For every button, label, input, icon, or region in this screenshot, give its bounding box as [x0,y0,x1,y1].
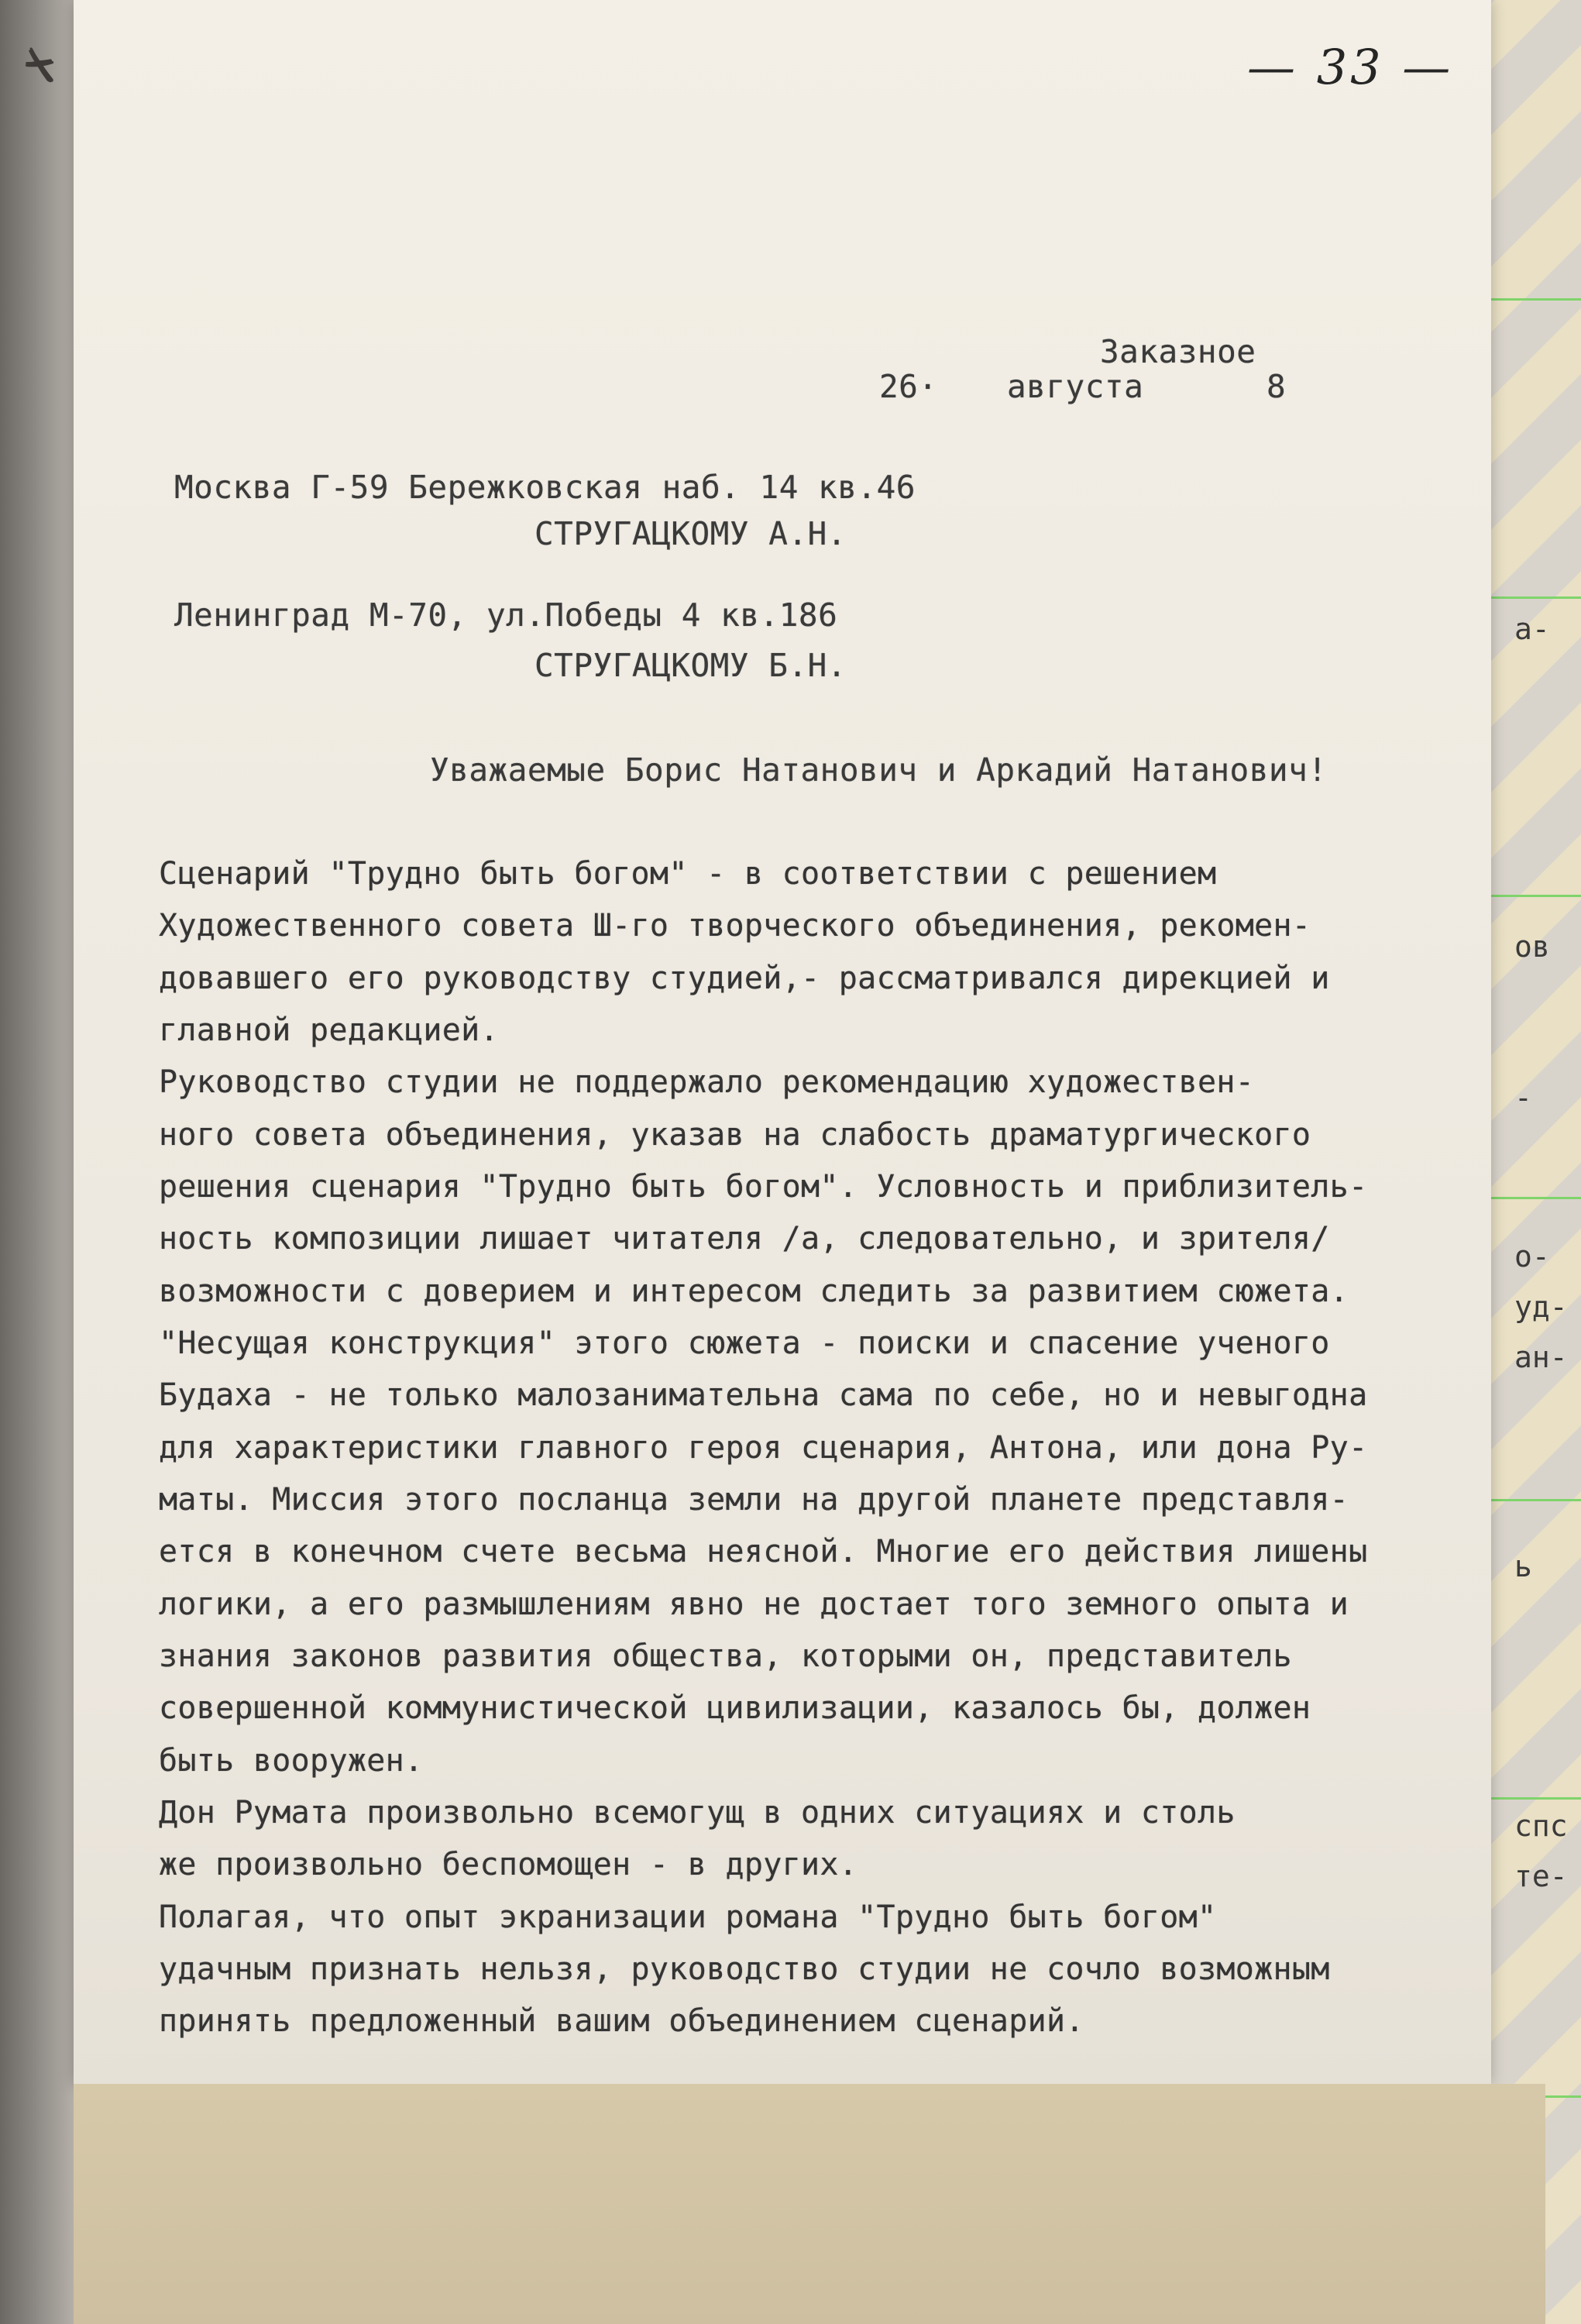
body-line: Художественного совета Ш-го творческого объединения, рекомен- [159,908,1311,944]
body-line: довавшего его руководству студией,- рассматривался дирекцией и [159,961,1330,996]
edge-fragment: уд- [1514,1290,1568,1324]
edge-fragment: а- [1514,612,1550,646]
margin-mark: ✗ [11,38,74,92]
body-line: для характеристики главного героя сценария, Антона, или дона Ру- [159,1430,1368,1466]
body-line: ного совета объединения, указав на слабость драматургического [159,1117,1311,1153]
edge-fragment: ан- [1514,1340,1568,1374]
body-line: совершенной коммунистической цивилизации, казалось бы, должен [159,1690,1311,1726]
body-line: Сценарий "Трудно быть богом" - в соответствии с решением [159,856,1217,892]
body-line: "Несущая конструкция" этого сюжета - поиски и спасение ученого [159,1325,1330,1361]
registered-mark: Заказное [1100,333,1256,370]
body-line: ется в конечном счете весьма неясной. Многие его действия лишены [159,1534,1368,1569]
body-line: принять предложенный вашим объединением сценарий. [159,2003,1084,2039]
addressee-address: Москва Г-59 Бережковская наб. 14 кв.46 [174,469,916,506]
body-line: Дон Румата произвольно всемогущ в одних ситуациях и столь [159,1795,1236,1831]
body-line: Руководство студии не поддержало рекомендацию художествен- [159,1064,1255,1100]
addressee-name: СТРУГАЦКОМУ А.Н. [534,515,847,552]
date-day: 26· [879,368,938,405]
body-line: Будаха - не только малозанимательна сама по себе, но и невыгодна [159,1377,1368,1413]
edge-fragment: те- [1514,1859,1568,1893]
body-line: возможности с доверием и интересом следить за развитием сюжета. [159,1274,1349,1309]
body-line: же произвольно беспомощен - в других. [159,1847,858,1882]
body-line: решения сценария "Трудно быть богом". Условность и приблизитель- [159,1169,1368,1205]
body-line: ность композиции лишает читателя /а, следовательно, и зрителя/ [159,1221,1330,1257]
binding-edge [0,0,74,2324]
edge-fragment: ов [1514,930,1550,964]
edge-fragment: ь [1514,1549,1532,1583]
lower-sheet [74,2084,1545,2324]
edge-fragment: спс [1514,1809,1568,1843]
body-line: главной редакцией. [159,1012,499,1048]
page-number: — 33 — [1247,39,1454,95]
date-month: августа [1007,368,1144,405]
body-line: маты. Миссия этого посланца земли на другой планете представля- [159,1482,1349,1518]
salutation: Уважаемые Борис Натанович и Аркадий Натанович! [430,751,1328,789]
addressee-name: СТРУГАЦКОМУ Б.Н. [534,647,847,684]
edge-fragment: о- [1514,1239,1550,1274]
body-line: логики, а его размышлениям явно не достает того земного опыта и [159,1587,1349,1622]
body-line: удачным признать нельзя, руководство студии не сочло возможным [159,1951,1330,1987]
addressee-address: Ленинград М-70, ул.Победы 4 кв.186 [174,596,838,634]
body-line: знания законов развития общества, которыми он, представитель [159,1638,1292,1674]
date-year: 8 [1267,368,1287,405]
body-line: быть вооружен. [159,1743,424,1779]
edge-fragment: - [1514,1081,1532,1115]
body-line: Полагая, что опыт экранизации романа "Трудно быть богом" [159,1899,1217,1935]
